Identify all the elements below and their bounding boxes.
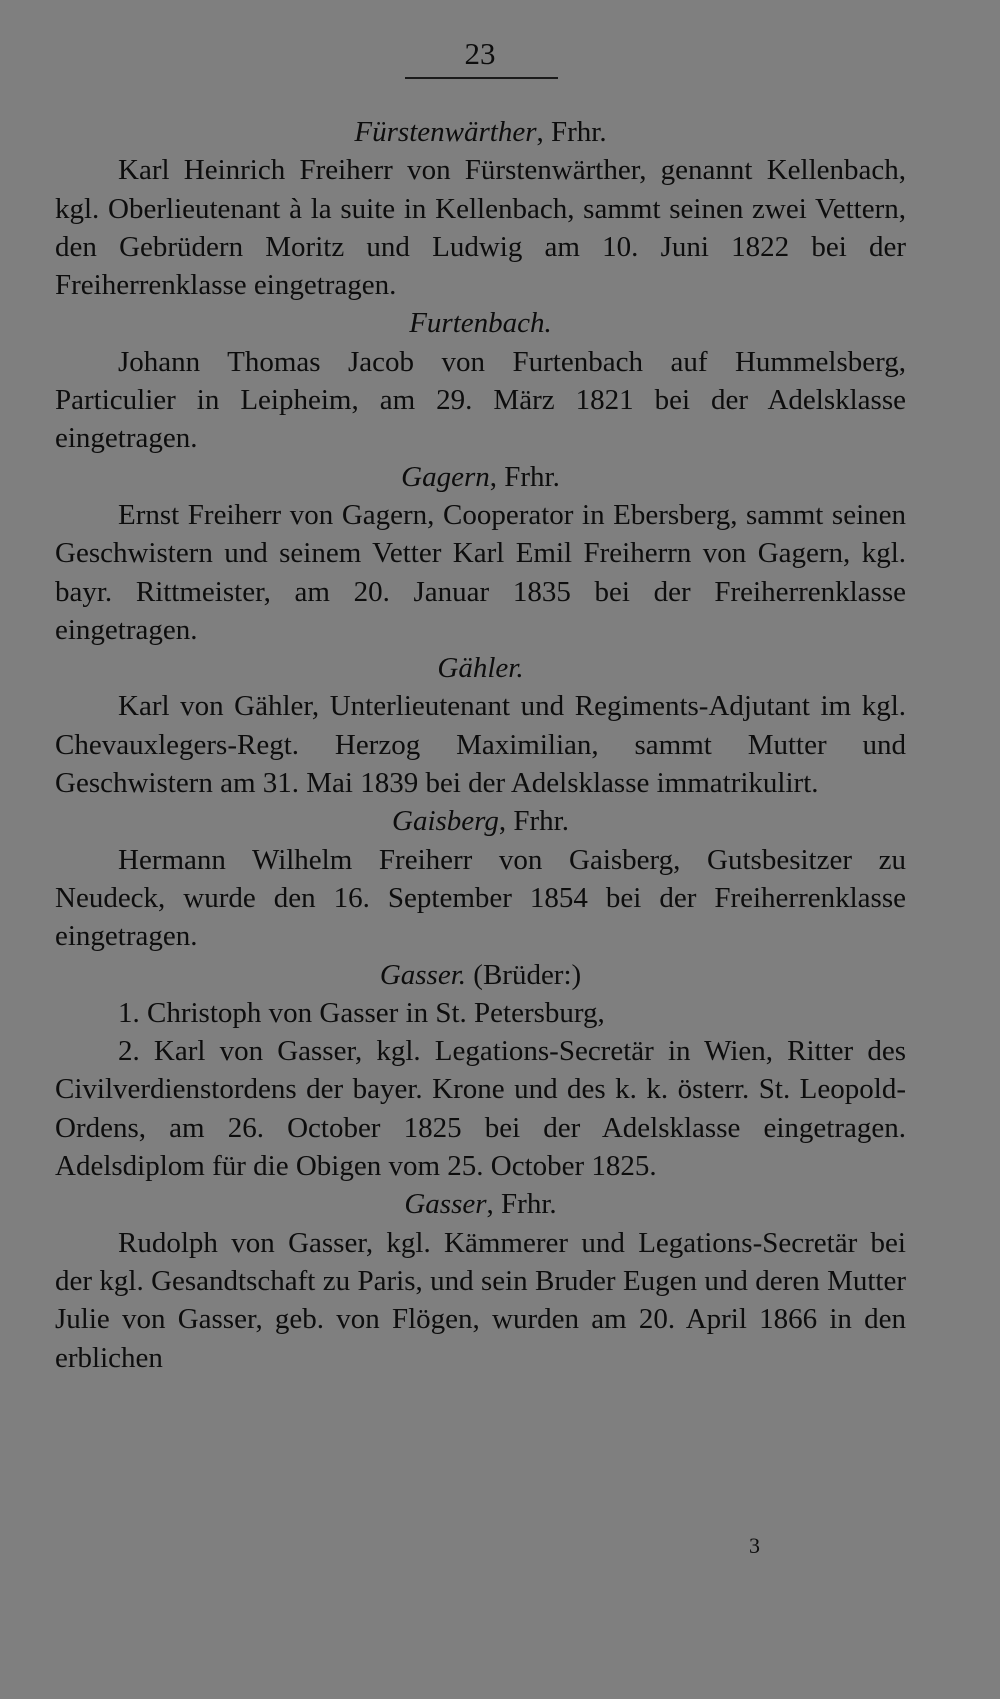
header-rule	[405, 77, 558, 79]
title-suffix: , Frhr.	[498, 805, 569, 838]
title-suffix: , Frhr.	[536, 116, 607, 148]
entry-paragraph: Karl Heinrich Freiherr von Fürstenwärther, genannt Kellenbach, kgl. Oberlieutenant à la suite in Kellenbach, sammt seinen zwei Vettern, den Gebrüdern Moritz und Ludwig am 10. Juni 1822 bei der Freiherrenklasse eingetragen.	[55, 154, 906, 302]
entry-title	[55, 649, 906, 687]
family-name: Gasser.	[379, 958, 467, 991]
entry-paragraph: 1. Christoph von Gasser in St. Petersburg,	[118, 996, 605, 1029]
entry	[55, 458, 906, 649]
entry-paragraph: Ernst Freiherr von Gagern, Cooperator in Ebersberg, sammt seinen Geschwistern und seinem Vetter Karl Emil Freiherrn von Gagern, kgl. bayr. Rittmeister, am 20. Januar 1835 bei der Freiherrenklasse eingetragen.	[55, 498, 906, 646]
family-name: Fürstenwärther	[354, 116, 537, 148]
entry-title	[55, 113, 906, 151]
signature-mark: 3	[749, 1533, 760, 1558]
entry	[55, 956, 906, 1186]
family-name: Furtenbach.	[409, 307, 552, 340]
entry-title	[55, 956, 906, 994]
entry-title	[55, 304, 906, 342]
entry-paragraph: Hermann Wilhelm Freiherr von Gaisberg, Gutsbesitzer zu Neudeck, wurde den 16. September 1854 bei der Freiherrenklasse eingetragen.	[55, 843, 906, 953]
entry-paragraph: Johann Thomas Jacob von Furtenbach auf Hummelsberg, Particulier in Leipheim, am 29. März 1821 bei der Adelsklasse eingetragen.	[55, 345, 906, 455]
entry-paragraph: Karl von Gähler, Unterlieutenant und Regiments-Adjutant im kgl. Chevauxlegers-Regt. Herzog Maximilian, sammt Mutter und Geschwistern am 31. Mai 1839 bei der Adelsklasse immatrikulirt.	[55, 690, 906, 800]
title-suffix: , Frhr.	[489, 460, 560, 493]
title-suffix: , Frhr.	[486, 1188, 557, 1221]
entry	[55, 802, 906, 955]
entry-title	[55, 458, 906, 496]
page-number: 23	[464, 36, 496, 71]
family-name: Gasser	[404, 1188, 487, 1221]
entry-title	[55, 1185, 906, 1223]
entry	[55, 649, 906, 802]
entry-paragraph: 2. Karl von Gasser, kgl. Legations-Secretär in Wien, Ritter des Civilverdienstordens der bayer. Krone und des k. k. österr. St. Leopold-Ordens, am 26. October 1825 bei der Adelsklasse eingetragen. Adelsdiplom für die Obigen vom 25. October 1825.	[55, 1035, 906, 1183]
family-name: Gähler.	[437, 652, 524, 685]
family-name: Gaisberg	[392, 805, 499, 838]
entry	[55, 1185, 906, 1376]
page-body	[55, 113, 906, 1377]
entry-paragraph: Rudolph von Gasser, kgl. Kämmerer und Legations-Secretär bei der kgl. Gesandtschaft zu Paris, und sein Bruder Eugen und deren Mutter Julie von Gasser, geb. von Flögen, wurden am 20. April 1866 in den erblichen	[55, 1226, 906, 1374]
entry	[55, 304, 906, 457]
entry-title	[55, 802, 906, 840]
title-suffix: (Brüder:)	[466, 958, 582, 991]
family-name: Gagern	[401, 460, 490, 493]
entry	[55, 113, 906, 304]
